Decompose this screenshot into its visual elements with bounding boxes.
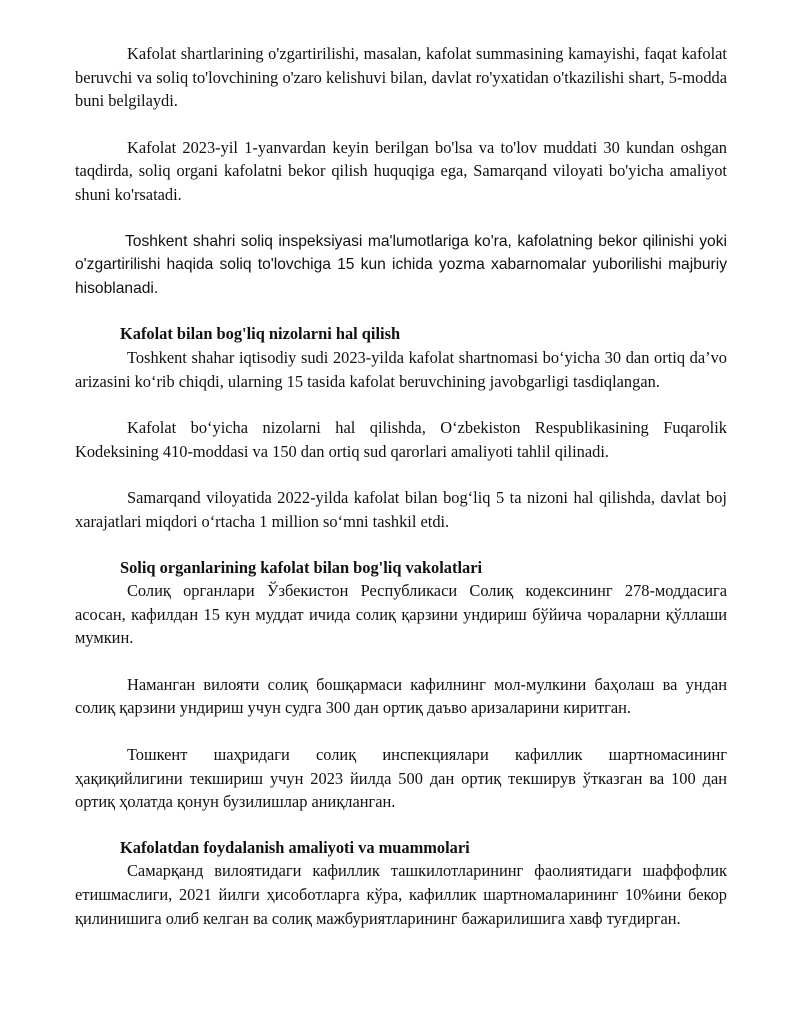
paragraph-guarantee-terms-change: Kafolat shartlarining o'zgartirilishi, masalan, kafolat summasining kamayishi, faqat kafolat beruvchi va soliq to'lovchining o'zaro kelishuvi bilan, davlat ro'yxatidan o'tkazilishi shart, 5-modda buni belgilaydi. [75,44,727,111]
section-heading-disputes: Kafolat bilan bog'liq nizolarni hal qilish [120,324,401,344]
section-heading-tax-authority-powers: Soliq organlarining kafolat bilan bog'liq vakolatlari [120,557,483,577]
paragraph-tax-code-278: Солиқ органлари Ўзбекистон Республикаси Солиқ кодексининг 278-моддасига асосан, кафилдан 15 кун муддат ичида солиқ қарзини ундириш бўйича чораларни қўллаши мумкин. [75,581,727,648]
paragraph-guarantee-cancellation-right: Kafolat 2023-yil 1-yanvardan keyin berilgan bo'lsa va to'lov muddati 30 kundan oshgan taqdirda, soliq organi kafolatni bekor qilish huquqiga ega, Samarqand viloyati bo'yicha amaliyot shuni ko'rsatadi. [75,137,727,204]
paragraph-tashkent-notification: Toshkent shahri soliq inspeksiyasi ma'lumotlariga ko'ra, kafolatning bekor qilinishi yoki o'zgartirilishi haqida soliq to'lovchiga 15 kun ichida yozma xabarnomalar yuborilishi majburiy hisoblanadi. [75,232,727,297]
document-page [75,42,727,930]
paragraph-tashkent-inspections: Тошкент шаҳридаги солиқ инспекциялари кафиллик шартномасининг ҳақиқийлигини текшириш учун 2023 йилда 500 дан ортиқ текширув ўтказган ва 100 дан ортиқ ҳолатда қонун бузилишлар аниқланган. [75,745,727,812]
paragraph-samarkand-disputes: Samarqand viloyatida 2022-yilda kafolat bilan bog‘liq 5 ta nizoni hal qilishda, davlat boj xarajatlari miqdori o‘rtacha 1 million so‘mni tashkil etdi. [75,488,727,531]
paragraph-economic-court: Toshkent shahar iqtisodiy sudi 2023-yilda kafolat shartnomasi bo‘yicha 30 dan ortiq da’vo arizasini ko‘rib chiqdi, ularning 15 tasida kafolat beruvchining javobgarligi tasdiqlangan. [75,347,727,391]
paragraph-namangan-claims: Наманган вилояти солиқ бошқармаси кафилнинг мол-мулкини баҳолаш ва ундан солиқ қарзини ундириш учун судга 300 дан ортиқ даъво аризаларини киритган. [75,674,727,718]
paragraph-civil-code: Kafolat bo‘yicha nizolarni hal qilishda, O‘zbekiston Respublikasining Fuqarolik Kodeksining 410-moddasi va 150 dan ortiq sud qarorlari amaliyoti tahlil qilinadi. [75,418,727,461]
section-heading-practice-problems: Kafolatdan foydalanish amaliyoti va muammolari [120,837,470,857]
paragraph-samarkand-transparency: Самарқанд вилоятидаги кафиллик ташкилотларининг фаолиятидаги шаффофлик етишмаслиги, 2021 йилги ҳисоботларга кўра, кафиллик шартномаларининг 10%ини бекор қилинишига олиб келган ва солиқ мажбуриятларининг бажарилишига хавф туғдирган. [75,861,727,928]
